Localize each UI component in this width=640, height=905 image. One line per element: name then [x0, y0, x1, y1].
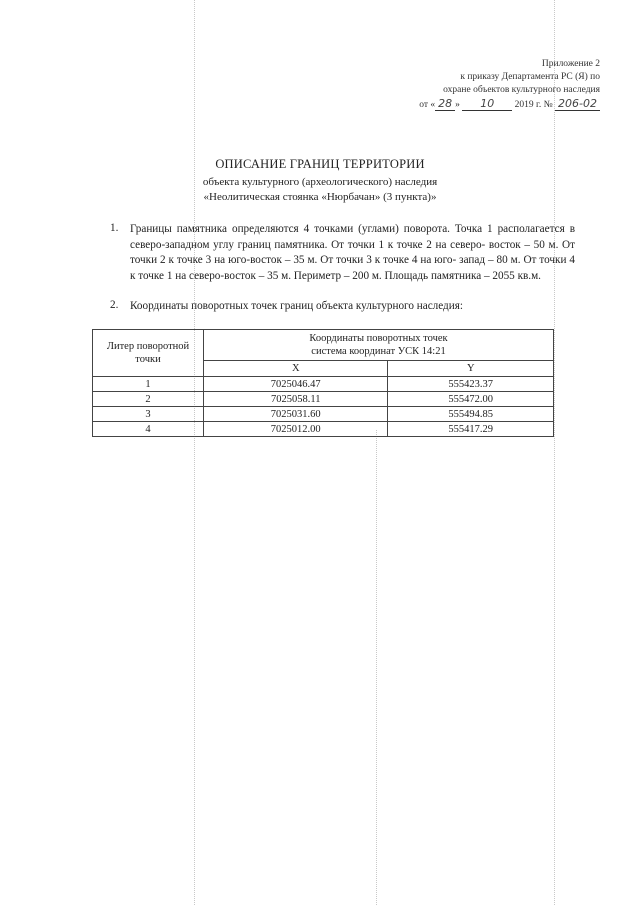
point-column-header: Литер поворотной точки [93, 330, 204, 377]
y-column-header: Y [388, 360, 554, 376]
coordinates-intro: Координаты поворотных точек границ объекта культурного наследия: [130, 300, 463, 312]
paragraph-number: 1. [110, 222, 119, 234]
order-month: 10 [462, 97, 512, 111]
order-date-line: от « 28 » 10 2019 г. № 206-02 [419, 97, 600, 112]
boundary-description: Границы памятника определяются 4 точками (углами) поворота. Точка 1 располагается в северо-западном углу границ памятника. От точки 1 к точке 2 на северо- восток – 50 м. От точки 2 к точке 3 на юго-восток – 35 м. От точки 3 к точке 4 на юго- запад – 80 м. От точки 4 к точке 1 на северо-восток – 35 м. Периметр – 200 м. Площадь памятника – 2055 кв.м. [130, 223, 575, 282]
order-reference: к приказу Департамента РС (Я) по [460, 72, 600, 82]
paragraph-number: 2. [110, 299, 119, 311]
point-cell: 4 [93, 422, 204, 437]
order-day: 28 [435, 97, 455, 111]
point-cell: 3 [93, 407, 204, 422]
order-number: 206-02 [555, 97, 600, 111]
document-title: ОПИСАНИЕ ГРАНИЦ ТЕРРИТОРИИ [215, 157, 425, 171]
table-row [93, 407, 554, 422]
x-cell: 7025031.60 [204, 407, 388, 422]
scan-fold-line [376, 430, 377, 905]
x-column-header: X [204, 360, 388, 376]
x-cell: 7025046.47 [204, 377, 388, 392]
coordinates-column-header: Координаты поворотных точек система координат УСК 14:21 [204, 330, 554, 361]
table-row [93, 377, 554, 392]
coordinates-table [92, 329, 554, 437]
document-subtitle: объекта культурного (археологического) наследия [202, 176, 438, 188]
monument-name: «Неолитическая стоянка «Нюрбачан» (3 пункта)» [203, 191, 437, 203]
scan-fold-line [554, 0, 555, 905]
table-row [93, 422, 554, 437]
point-cell: 2 [93, 392, 204, 407]
point-cell: 1 [93, 377, 204, 392]
x-cell: 7025058.11 [204, 392, 388, 407]
x-cell: 7025012.00 [204, 422, 388, 437]
table-row [93, 392, 554, 407]
y-cell: 555423.37 [388, 377, 554, 392]
appendix-header [419, 58, 600, 112]
scan-fold-line [194, 0, 195, 905]
department-name: охране объектов культурного наследия [443, 85, 600, 95]
y-cell: 555417.29 [388, 422, 554, 437]
y-cell: 555494.85 [388, 407, 554, 422]
y-cell: 555472.00 [388, 392, 554, 407]
appendix-label: Приложение 2 [541, 59, 600, 69]
